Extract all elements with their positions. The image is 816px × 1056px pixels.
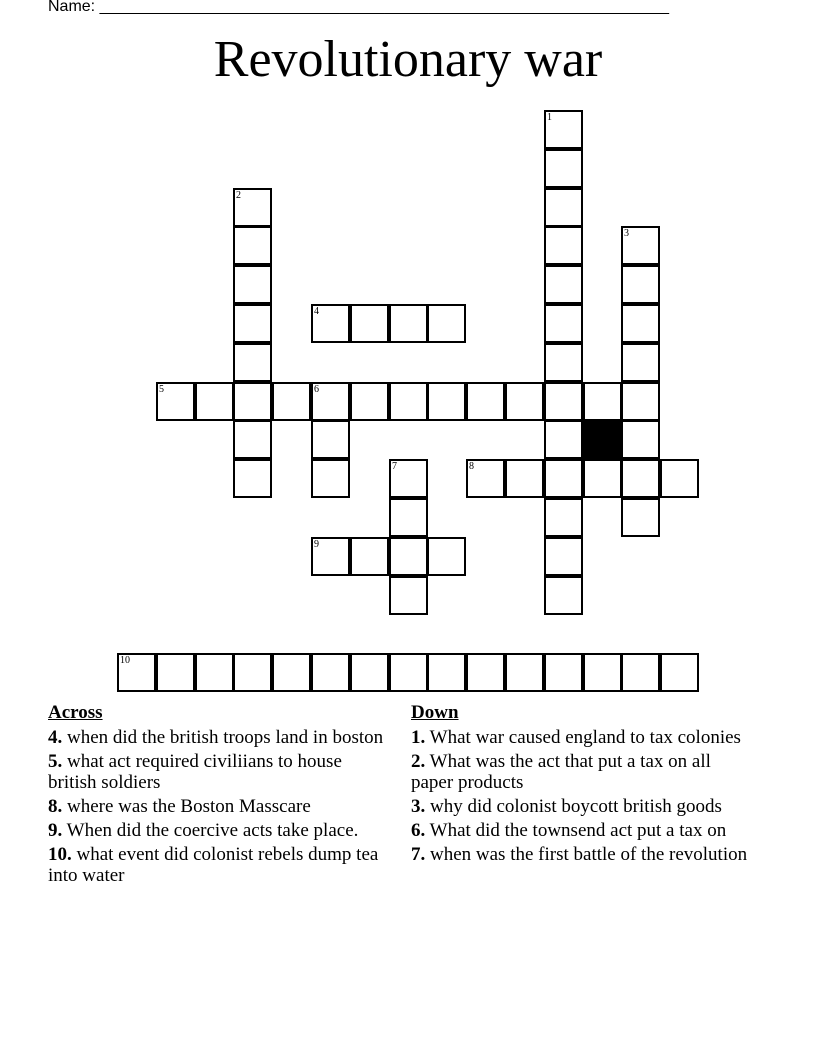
clue-text: what event did colonist rebels dump tea into water <box>48 844 379 886</box>
answer-cell[interactable] <box>311 304 350 343</box>
answer-cell[interactable] <box>544 653 583 692</box>
answer-cell[interactable] <box>621 498 660 537</box>
answer-cell[interactable] <box>544 459 583 498</box>
answer-cell[interactable] <box>544 576 583 615</box>
clue-text: What war caused england to tax colonies <box>429 727 741 748</box>
answer-cell[interactable] <box>350 304 389 343</box>
answer-cell[interactable] <box>389 459 428 498</box>
clue-across-9 <box>48 820 388 841</box>
clue-text: When did the coercive acts take place. <box>66 820 359 841</box>
answer-cell[interactable] <box>621 343 660 382</box>
answer-cell[interactable] <box>544 110 583 149</box>
answer-cell[interactable] <box>544 343 583 382</box>
answer-cell[interactable] <box>621 459 660 498</box>
answer-cell[interactable] <box>621 420 660 459</box>
answer-cell[interactable] <box>544 149 583 188</box>
clue-across-5 <box>48 751 388 793</box>
answer-cell[interactable] <box>233 226 272 265</box>
answer-cell[interactable] <box>233 653 272 692</box>
clue-number-label: 1 <box>547 112 552 123</box>
clue-number: 8. <box>48 796 63 817</box>
answer-cell[interactable] <box>350 537 389 576</box>
clue-down-7 <box>411 844 751 865</box>
answer-cell[interactable] <box>544 382 583 421</box>
clue-number-label: 10 <box>120 655 130 666</box>
clue-down-1 <box>411 727 751 748</box>
answer-cell[interactable] <box>233 304 272 343</box>
answer-cell[interactable] <box>544 265 583 304</box>
answer-cell[interactable] <box>583 653 622 692</box>
clue-number: 2. <box>411 751 426 772</box>
clue-number-label: 4 <box>314 306 319 317</box>
answer-cell[interactable] <box>233 265 272 304</box>
answer-cell[interactable] <box>311 420 350 459</box>
answer-cell[interactable] <box>466 459 505 498</box>
page-title: Revolutionary war <box>213 31 603 88</box>
answer-cell[interactable] <box>389 382 428 421</box>
answer-cell[interactable] <box>389 304 428 343</box>
clue-number-label: 9 <box>314 539 319 550</box>
answer-cell[interactable] <box>544 498 583 537</box>
answer-cell[interactable] <box>505 382 544 421</box>
answer-cell[interactable] <box>544 226 583 265</box>
answer-cell[interactable] <box>311 653 350 692</box>
across-clues <box>48 702 388 889</box>
answer-cell[interactable] <box>233 420 272 459</box>
answer-cell[interactable] <box>389 576 428 615</box>
down-clues <box>411 702 751 868</box>
answer-cell[interactable] <box>427 537 466 576</box>
clue-text: when did the british troops land in boston <box>67 727 384 748</box>
clue-text: when was the first battle of the revolution <box>430 844 748 865</box>
answer-cell[interactable] <box>621 226 660 265</box>
answer-cell[interactable] <box>544 188 583 227</box>
answer-cell[interactable] <box>195 382 234 421</box>
answer-cell[interactable] <box>621 382 660 421</box>
black-cell <box>583 420 622 459</box>
answer-cell[interactable] <box>233 459 272 498</box>
answer-cell[interactable] <box>660 459 699 498</box>
clue-number: 9. <box>48 820 63 841</box>
clue-text: What was the act that put a tax on all paper products <box>411 751 711 793</box>
answer-cell[interactable] <box>544 304 583 343</box>
clue-text: what act required civiliians to house british soldiers <box>48 751 342 793</box>
clue-down-6 <box>411 820 751 841</box>
answer-cell[interactable] <box>660 653 699 692</box>
clue-number: 3. <box>411 796 426 817</box>
clue-number: 5. <box>48 751 63 772</box>
clue-number: 10. <box>48 844 72 865</box>
answer-cell[interactable] <box>311 537 350 576</box>
answer-cell[interactable] <box>156 653 195 692</box>
answer-cell[interactable] <box>311 459 350 498</box>
answer-cell[interactable] <box>272 653 311 692</box>
answer-cell[interactable] <box>466 653 505 692</box>
answer-cell[interactable] <box>350 382 389 421</box>
clue-text: why did colonist boycott british goods <box>430 796 722 817</box>
clue-number-label: 2 <box>236 190 241 201</box>
clue-down-3 <box>411 796 751 817</box>
clue-number: 6. <box>411 820 426 841</box>
clue-number: 7. <box>411 844 426 865</box>
answer-cell[interactable] <box>233 382 272 421</box>
answer-cell[interactable] <box>621 653 660 692</box>
answer-cell[interactable] <box>233 343 272 382</box>
answer-cell[interactable] <box>389 653 428 692</box>
clue-number-label: 5 <box>159 384 164 395</box>
answer-cell[interactable] <box>311 382 350 421</box>
answer-cell[interactable] <box>389 498 428 537</box>
answer-cell[interactable] <box>156 382 195 421</box>
clue-text: where was the Boston Masscare <box>67 796 311 817</box>
clue-number: 1. <box>411 727 426 748</box>
clue-number-label: 3 <box>624 228 629 239</box>
clue-down-2 <box>411 751 751 793</box>
answer-cell[interactable] <box>621 304 660 343</box>
clue-across-4 <box>48 727 388 748</box>
answer-cell[interactable] <box>427 382 466 421</box>
answer-cell[interactable] <box>466 382 505 421</box>
clue-number-label: 8 <box>469 461 474 472</box>
answer-cell[interactable] <box>505 653 544 692</box>
clue-number-label: 7 <box>392 461 397 472</box>
clue-across-8 <box>48 796 388 817</box>
answer-cell[interactable] <box>544 537 583 576</box>
answer-cell[interactable] <box>583 459 622 498</box>
down-heading: Down <box>411 702 459 723</box>
clue-across-10 <box>48 844 388 886</box>
name-field-label: Name: ________________________________________________________________ <box>48 0 670 15</box>
answer-cell[interactable] <box>389 537 428 576</box>
answer-cell[interactable] <box>583 382 622 421</box>
answer-cell[interactable] <box>272 382 311 421</box>
answer-cell[interactable] <box>427 653 466 692</box>
answer-cell[interactable] <box>350 653 389 692</box>
across-heading: Across <box>48 702 103 723</box>
clue-number: 4. <box>48 727 63 748</box>
answer-cell[interactable] <box>233 188 272 227</box>
clue-text: What did the townsend act put a tax on <box>429 820 727 841</box>
answer-cell[interactable] <box>505 459 544 498</box>
answer-cell[interactable] <box>195 653 234 692</box>
answer-cell[interactable] <box>117 653 156 692</box>
answer-cell[interactable] <box>544 420 583 459</box>
answer-cell[interactable] <box>621 265 660 304</box>
clue-number-label: 6 <box>314 384 319 395</box>
answer-cell[interactable] <box>427 304 466 343</box>
